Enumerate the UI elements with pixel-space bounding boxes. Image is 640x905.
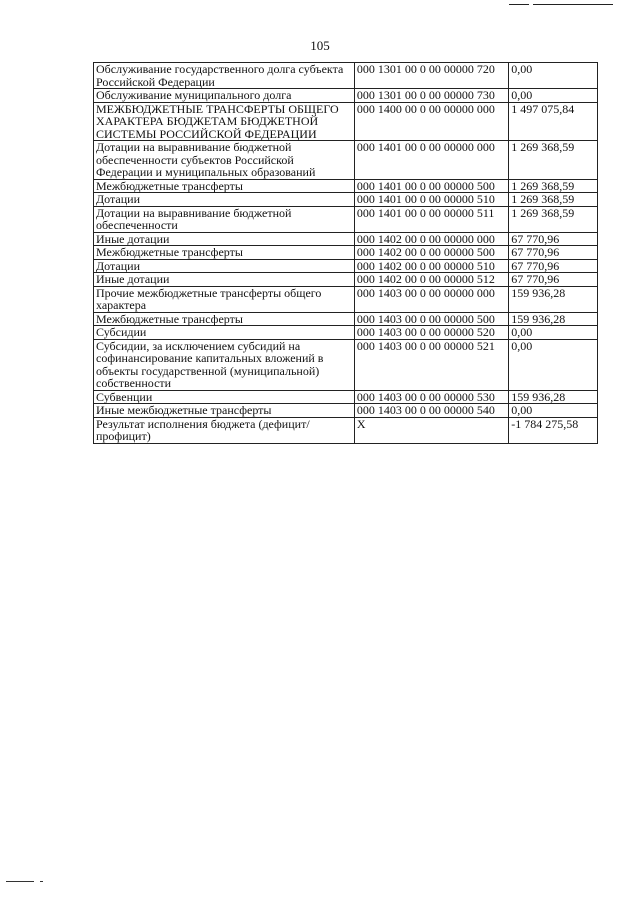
row-code-cell: 000 1403 00 0 00 00000 521 — [354, 339, 508, 390]
table-row — [94, 390, 598, 404]
row-code-cell: 000 1401 00 0 00 00000 000 — [354, 141, 508, 180]
row-name-cell: Обслуживание муниципального долга — [94, 89, 355, 103]
row-value-cell: 1 269 368,59 — [509, 206, 598, 232]
row-code-cell: 000 1401 00 0 00 00000 500 — [354, 179, 508, 193]
footer-mark — [6, 881, 34, 882]
table-row — [94, 339, 598, 390]
row-value-cell: 159 936,28 — [509, 286, 598, 312]
row-code-cell: 000 1402 00 0 00 00000 512 — [354, 273, 508, 287]
table-row — [94, 179, 598, 193]
row-name-cell: Результат исполнения бюджета (дефицит/профицит) — [94, 417, 355, 443]
row-value-cell: 1 269 368,59 — [509, 141, 598, 180]
row-name-cell: Межбюджетные трансферты — [94, 246, 355, 260]
row-value-cell: 67 770,96 — [509, 273, 598, 287]
table-row — [94, 63, 598, 89]
header-rule-short — [509, 4, 529, 5]
row-code-cell: 000 1403 00 0 00 00000 540 — [354, 404, 508, 418]
table-row — [94, 141, 598, 180]
row-name-cell: Прочие межбюджетные трансферты общего характера — [94, 286, 355, 312]
row-value-cell: 67 770,96 — [509, 246, 598, 260]
row-name-cell: Дотации на выравнивание бюджетной обеспеченности — [94, 206, 355, 232]
row-name-cell: Субсидии, за исключением субсидий на софинансирование капитальных вложений в объекты государственной (муниципальной) собственности — [94, 339, 355, 390]
table-row — [94, 326, 598, 340]
row-code-cell: 000 1402 00 0 00 00000 000 — [354, 232, 508, 246]
page-number: 105 — [310, 38, 330, 53]
row-code-cell: 000 1403 00 0 00 00000 000 — [354, 286, 508, 312]
row-value-cell: 0,00 — [509, 63, 598, 89]
row-code-cell: 000 1402 00 0 00 00000 500 — [354, 246, 508, 260]
row-code-cell: 000 1403 00 0 00 00000 520 — [354, 326, 508, 340]
row-value-cell: 1 497 075,84 — [509, 102, 598, 141]
table-row — [94, 286, 598, 312]
row-value-cell: 159 936,28 — [509, 390, 598, 404]
row-code-cell: 000 1403 00 0 00 00000 500 — [354, 312, 508, 326]
table-row — [94, 89, 598, 103]
row-code-cell: 000 1301 00 0 00 00000 720 — [354, 63, 508, 89]
row-name-cell: Субсидии — [94, 326, 355, 340]
table-row — [94, 259, 598, 273]
row-code-cell: 000 1403 00 0 00 00000 530 — [354, 390, 508, 404]
row-value-cell: 67 770,96 — [509, 259, 598, 273]
row-value-cell: 0,00 — [509, 89, 598, 103]
row-name-cell: Межбюджетные трансферты — [94, 312, 355, 326]
row-code-cell: 000 1400 00 0 00 00000 000 — [354, 102, 508, 141]
row-name-cell: Субвенции — [94, 390, 355, 404]
row-name-cell: Иные дотации — [94, 273, 355, 287]
row-name-cell: МЕЖБЮДЖЕТНЫЕ ТРАНСФЕРТЫ ОБЩЕГО ХАРАКТЕРА БЮДЖЕТАМ БЮДЖЕТНОЙ СИСТЕМЫ РОССИЙСКОЙ ФЕДЕРАЦИИ — [94, 102, 355, 141]
row-value-cell: 67 770,96 — [509, 232, 598, 246]
row-value-cell: 0,00 — [509, 339, 598, 390]
row-value-cell: 1 269 368,59 — [509, 193, 598, 207]
row-name-cell: Иные дотации — [94, 232, 355, 246]
table-row — [94, 246, 598, 260]
row-code-cell: 000 1401 00 0 00 00000 511 — [354, 206, 508, 232]
row-name-cell: Обслуживание государственного долга субъекта Российской Федерации — [94, 63, 355, 89]
budget-execution-table — [93, 62, 598, 444]
row-value-cell: 0,00 — [509, 326, 598, 340]
table-row — [94, 417, 598, 443]
table-row — [94, 404, 598, 418]
row-value-cell: 1 269 368,59 — [509, 179, 598, 193]
row-name-cell: Межбюджетные трансферты — [94, 179, 355, 193]
row-code-cell: X — [354, 417, 508, 443]
row-name-cell: Дотации — [94, 259, 355, 273]
footer-dot — [40, 881, 43, 882]
table-row — [94, 206, 598, 232]
row-name-cell: Иные межбюджетные трансферты — [94, 404, 355, 418]
row-code-cell: 000 1401 00 0 00 00000 510 — [354, 193, 508, 207]
table-row — [94, 312, 598, 326]
row-code-cell: 000 1301 00 0 00 00000 730 — [354, 89, 508, 103]
row-name-cell: Дотации на выравнивание бюджетной обеспеченности субъектов Российской Федерации и муниципальных образований — [94, 141, 355, 180]
row-name-cell: Дотации — [94, 193, 355, 207]
table-row — [94, 273, 598, 287]
row-value-cell: 0,00 — [509, 404, 598, 418]
row-value-cell: 159 936,28 — [509, 312, 598, 326]
table-row — [94, 232, 598, 246]
table-row — [94, 193, 598, 207]
row-code-cell: 000 1402 00 0 00 00000 510 — [354, 259, 508, 273]
table-row — [94, 102, 598, 141]
header-rule-long — [533, 4, 613, 5]
row-value-cell: -1 784 275,58 — [509, 417, 598, 443]
